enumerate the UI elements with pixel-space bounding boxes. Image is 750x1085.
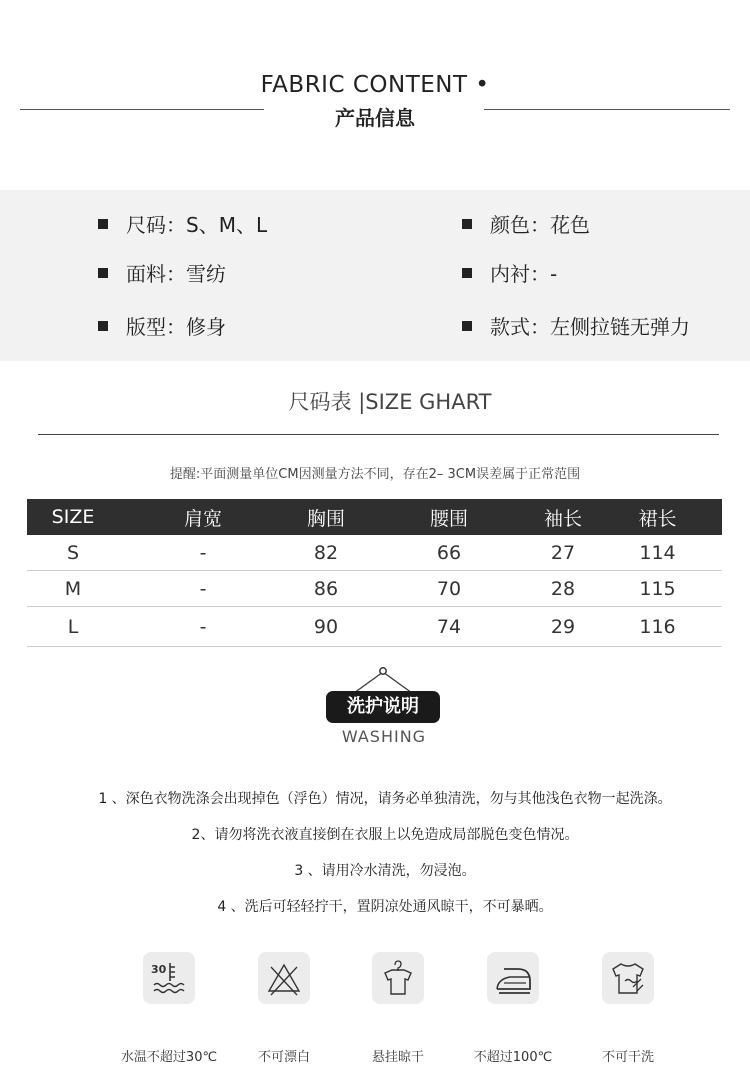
product-info-subtitle: 产品信息 <box>335 106 415 130</box>
info-color <box>462 209 590 238</box>
info-lining <box>462 258 557 287</box>
table-cell: 115 <box>639 577 676 600</box>
table-cell: S <box>66 541 80 564</box>
care-label-hang-dry: 悬挂晾干 <box>371 1050 424 1065</box>
info-style <box>462 311 690 340</box>
iron-100-icon <box>487 952 539 1004</box>
table-cell: - <box>199 541 207 564</box>
header-cell: 肩宽 <box>183 507 222 530</box>
bullet-icon <box>462 219 472 229</box>
table-cell: M <box>64 577 82 600</box>
no-bleach-icon <box>258 952 310 1004</box>
table-cell: 114 <box>639 541 676 564</box>
header-cell: SIZE <box>51 506 95 528</box>
fabric-content-title: FABRIC CONTENT • <box>260 72 490 98</box>
info-fit-text: 版型：修身 <box>126 315 226 339</box>
info-style-text: 款式：左侧拉链无弹力 <box>490 315 690 339</box>
care-label-no-dry-clean: 不可干洗 <box>601 1050 654 1065</box>
table-cell: 27 <box>550 541 576 564</box>
table-cell: - <box>199 615 207 638</box>
table-cell: 116 <box>639 615 676 638</box>
no-dry-clean-icon <box>602 952 654 1004</box>
hang-dry-icon <box>372 952 424 1004</box>
table-cell: - <box>199 577 207 600</box>
info-size <box>98 209 267 238</box>
wash-instruction-3: 3 、请用冷水清洗，勿浸泡。 <box>294 863 476 879</box>
table-cell: L <box>67 615 79 638</box>
header-cell: 裙长 <box>638 507 677 530</box>
info-fit <box>98 311 226 340</box>
svg-text:30: 30 <box>151 963 167 976</box>
table-cell: 28 <box>550 577 576 600</box>
info-color-text: 颜色：花色 <box>490 213 590 237</box>
table-cell: 90 <box>313 615 339 638</box>
size-chart-divider <box>38 434 719 435</box>
washing-subtitle: WASHING <box>341 727 427 746</box>
size-chart-title: 尺码表 |SIZE GHART <box>288 390 492 414</box>
table-cell: 82 <box>313 541 339 564</box>
measurement-note: 提醒:平面测量单位CM因测量方法不同，存在2– 3CM误差属于正常范围 <box>169 467 581 482</box>
table-row <box>27 535 722 571</box>
fabric-info-panel <box>0 190 750 361</box>
table-cell: 66 <box>436 541 462 564</box>
bullet-icon <box>98 321 108 331</box>
table-cell: 70 <box>436 577 462 600</box>
size-table-header <box>27 499 722 535</box>
table-cell: 74 <box>436 615 462 638</box>
size-table <box>27 499 722 647</box>
header-cell: 袖长 <box>543 507 582 530</box>
info-material <box>98 258 226 287</box>
table-cell: 86 <box>313 577 339 600</box>
header-cell: 胸围 <box>306 507 345 530</box>
wash-instruction-4: 4 、洗后可轻轻拧干，置阴凉处通风晾干，不可暴晒。 <box>217 899 553 915</box>
info-size-text: 尺码：S、M、L <box>126 213 268 237</box>
wash-instruction-1: 1 、深色衣物洗涤会出现掉色（浮色）情况，请务必单独清洗，勿与其他浅色衣物一起洗涤。 <box>98 791 672 807</box>
info-material-text: 面料：雪纺 <box>126 262 226 286</box>
table-cell: 29 <box>550 615 576 638</box>
care-label-wash-temp: 水温不超过30℃ <box>120 1050 218 1065</box>
bullet-icon <box>98 268 108 278</box>
bullet-icon <box>98 219 108 229</box>
bullet-icon <box>462 321 472 331</box>
info-lining-text: 内衬：- <box>490 262 558 286</box>
header-cell: 腰围 <box>429 507 468 530</box>
bullet-icon <box>462 268 472 278</box>
care-label-no-bleach: 不可漂白 <box>257 1050 310 1065</box>
care-label-iron-temp: 不超过100℃ <box>473 1050 553 1065</box>
wash-instruction-2: 2、请勿将洗衣液直接倒在衣服上以免造成局部脱色变色情况。 <box>191 827 579 843</box>
wash-30-icon <box>143 952 195 1004</box>
table-row <box>27 607 722 647</box>
table-row <box>27 571 722 607</box>
washing-badge: 洗护说明 <box>326 691 440 723</box>
